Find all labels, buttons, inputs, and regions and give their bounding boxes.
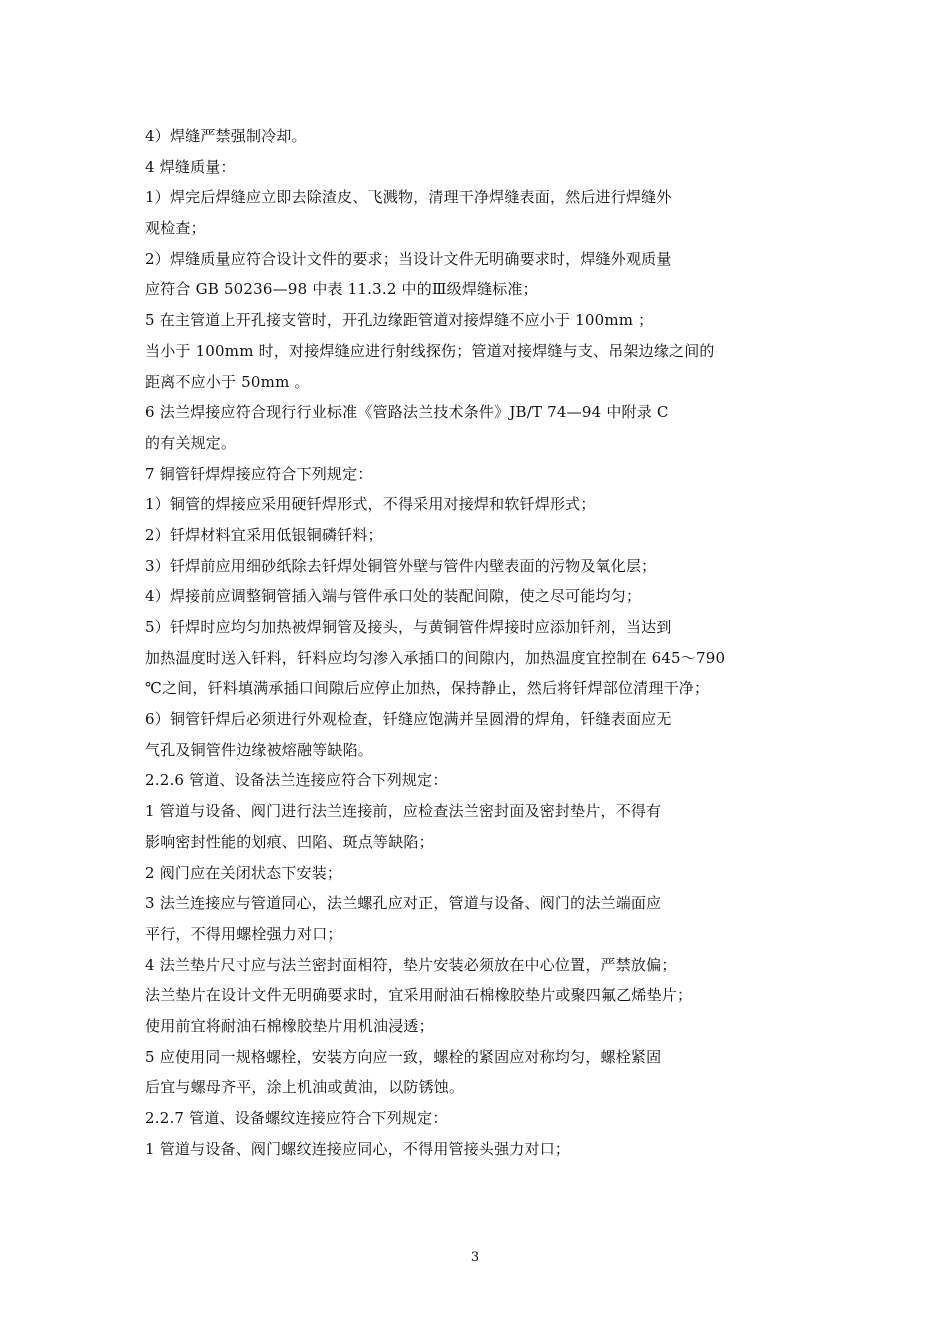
text-line: 5 应使用同一规格螺栓，安装方向应一致，螺栓的紧固应对称均匀，螺栓紧固 [145, 1047, 662, 1066]
text-line: 观检查； [145, 219, 206, 238]
text-line: 4 焊缝质量： [145, 157, 236, 176]
text-line: 距离不应小于 50mm 。 [145, 372, 310, 391]
text-line: 影响密封性能的划痕、凹陷、斑点等缺陷； [145, 832, 434, 851]
text-line: 1 管道与设备、阀门螺纹连接应同心，不得用管接头强力对口； [145, 1139, 571, 1158]
text-line: 当小于 100mm 时，对接焊缝应进行射线探伤；管道对接焊缝与支、吊架边缘之间的 [145, 341, 715, 360]
text-line: 2.2.6 管道、设备法兰连接应符合下列规定： [145, 771, 448, 790]
text-line: 2.2.7 管道、设备螺纹连接应符合下列规定： [145, 1109, 448, 1127]
text-line: ℃之间，钎料填满承插口间隙后应停止加热，保持静止，然后将钎焊部位清理干净； [145, 679, 710, 698]
body-text [145, 121, 825, 1164]
text-line: 4 法兰垫片尺寸应与法兰密封面相符，垫片安装必须放在中心位置，严禁放偏； [145, 955, 677, 974]
text-line: 法兰垫片在设计文件无明确要求时，宜采用耐油石棉橡胶垫片或聚四氟乙烯垫片； [145, 986, 693, 1005]
text-line: 应符合 GB 50236—98 中表 11.3.2 中的Ⅲ级焊缝标准； [145, 280, 538, 299]
text-line: 的有关规定。 [145, 433, 237, 452]
text-line: 5）钎焊时应均匀加热被焊铜管及接头，与黄铜管件焊接时应添加钎剂，当达到 [145, 618, 672, 636]
text-line: 1）焊完后焊缝应立即去除渣皮、飞溅物，清理干净焊缝表面，然后进行焊缝外 [145, 188, 672, 207]
text-line: 4）焊缝严禁强制冷却。 [145, 127, 307, 145]
text-line: 5 在主管道上开孔接支管时，开孔边缘距管道对接焊缝不应小于 100mm ； [145, 311, 654, 330]
text-line: 后宜与螺母齐平，涂上机油或黄油，以防锈蚀。 [145, 1078, 465, 1097]
text-line: 4）焊接前应调整铜管插入端与管件承口处的装配间隙，使之尽可能均匀； [145, 587, 642, 606]
text-line: 气孔及铜管件边缘被熔融等缺陷。 [145, 740, 374, 759]
page-number: 3 [470, 1250, 480, 1265]
text-line: 2 阀门应在关闭状态下安装； [145, 863, 343, 882]
text-line: 加热温度时送入钎料，钎料应均匀渗入承插口的间隙内，加热温度宜控制在 645～790 [145, 648, 726, 667]
text-line: 使用前宜将耐油石棉橡胶垫片用机油浸透； [145, 1016, 434, 1035]
text-line: 3）钎焊前应用细砂纸除去钎焊处铜管外壁与管件内壁表面的污物及氧化层； [145, 556, 657, 575]
text-line: 平行，不得用螺栓强力对口； [145, 924, 343, 943]
text-line: 7 铜管钎焊焊接应符合下列规定： [145, 464, 373, 483]
text-line: 2）焊缝质量应符合设计文件的要求；当设计文件无明确要求时，焊缝外观质量 [145, 249, 672, 268]
text-line: 1 管道与设备、阀门进行法兰连接前，应检查法兰密封面及密封垫片，不得有 [145, 802, 662, 821]
text-line: 2）钎焊材料宜采用低银铜磷钎料； [145, 525, 383, 544]
text-line: 3 法兰连接应与管道同心，法兰螺孔应对正，管道与设备、阀门的法兰端面应 [145, 894, 662, 913]
text-line: 1）铜管的焊接应采用硬钎焊形式，不得采用对接焊和软钎焊形式； [145, 495, 596, 514]
text-line: 6 法兰焊接应符合现行行业标准《管路法兰技术条件》JB/T 74—94 中附录 C [145, 403, 669, 422]
text-line: 6）铜管钎焊后必须进行外观检查，钎缝应饱满并呈圆滑的焊角，钎缝表面应无 [145, 710, 672, 729]
